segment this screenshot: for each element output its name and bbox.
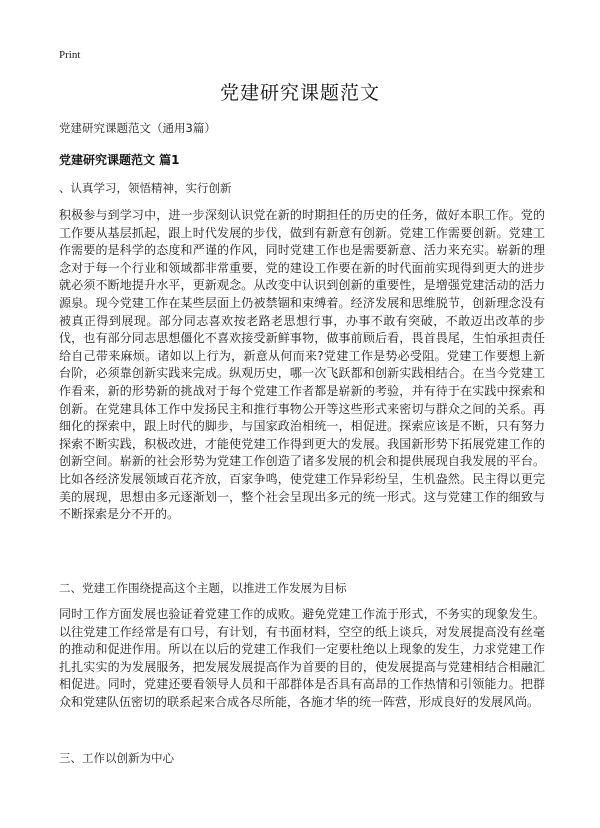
point-2-paragraph: 同时工作方面发展也验证着党建工作的成败。避免党建工作流于形式，不务实的现象发生。以往党建工作经常是有口号，有计划，有书面材料，空空的纸上谈兵，对发展提高没有丝毫的推动和促进作用。所以在以后的党建工作我们一定要杜绝以上现象的发生，力求党建工作扎扎实实的为发展服务，把发展发展提高作为首要的目的，使发展提高与党建相结合相融汇相促进。同时，党建还要看领导人员和干部群体是否具有高昂的工作热情和引领能力。把群众和党建队伍密切的联系起来合成各尽所能，各施才华的统一阵营，形成良好的发展风尚。 bbox=[59, 607, 545, 709]
point-1-heading: 、认真学习，领悟精神，实行创新 bbox=[59, 181, 232, 195]
point-3-heading: 三、工作以创新为中心 bbox=[59, 751, 174, 765]
page-title: 党建研究课题范文 bbox=[219, 82, 380, 104]
point-1-paragraph: 积极参与到学习中，进一步深刻认识党在新的时期担任的历史的任务，做好本职工作。党的工作要从基层抓起，跟上时代发展的步伐，做到有新意有创新。党建工作需要创新。党建工作需要的是科学的态度和严谨的作风，同时党建工作也是需要新意、活力来充实。崭新的理念对于每一个行业和领域都非常重要，党的建设工作要在新的时代面前实现得到更大的进步就必须不断地提升水平，更新观念。从改变中认识到创新的重要性，是增强党建活动的活力源泉。现今党建工作在某些层面上仍被禁锢和束缚着。经济发展和思维脱节，创新理念没有被真正得到展现。部分同志喜欢按老路老思想行事，办事不敢有突破，不敢迈出改革的步伐，也有部分同志思想僵化不喜欢接受新鲜事物，做事前顾后看，畏首畏尾，生怕承担责任给自己带来麻烦。诸如以上行为，新意从何而来?党建工作是势必受阻。党建工作要想上新台阶，必须靠创新实践来完成。纵观历史，哪一次飞跃都和创新实践相结合。在当今党建工作看来，新的形势新的挑战对于每个党建工作者都是崭新的考验，并有待于在实践中探索和创新。在党建具体工作中发扬民主和推行事物公开等这些形式来密切与群众之间的关系。再细化的探索中，跟上时代的脚步，与国家政治相统一，相促进。探索应该是不断，只有努力探索不断实践，积极改进，才能使党建工作得到更大的发展。我国新形势下拓展党建工作的创新空间。崭新的社会形势为党建工作创造了诸多发展的机会和提供展现自我发展的平台。比如各经济发展领域百花齐放，百家争鸣，使党建工作异彩纷呈，生机盎然。民主得以更完美的展现，思想由多元逐渐划一，整个社会呈现出多元的统一形式。这与党建工作的细致与不断探索是分不开的。 bbox=[59, 208, 545, 522]
document-subtitle: 党建研究课题范文（通用3篇） bbox=[59, 121, 216, 135]
section-heading: 党建研究课题范文 篇1 bbox=[59, 153, 180, 167]
print-label[interactable]: Print bbox=[59, 49, 81, 61]
point-2-heading: 二、党建工作围绕提高这个主题，以推进工作发展为目标 bbox=[59, 581, 347, 595]
